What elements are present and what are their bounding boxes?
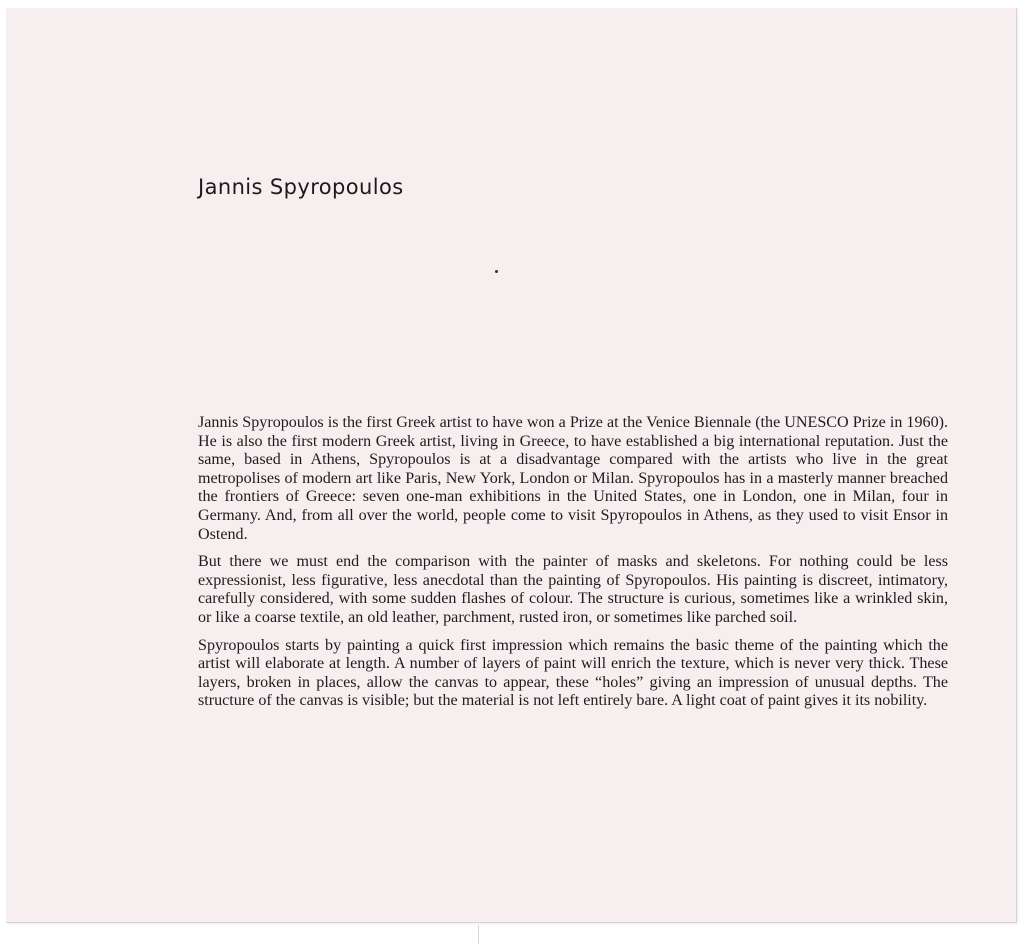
page-title: Jannis Spyropoulos xyxy=(198,175,404,199)
ink-speck xyxy=(495,270,498,273)
paragraph: But there we must end the comparison with the painter of masks and skeletons. For nothing could be less expressionist, less figurative, less anecdotal than the painting of Spyropoulos. His painting is discreet, intimatory, carefully considered, with some sudden flashes of colour. The structure is curious, sometimes like a wrinkled skin, or like a coarse textile, an old leather, parchment, rusted iron, or sometimes like parched soil. xyxy=(198,553,948,626)
fold-mark xyxy=(478,925,479,944)
paragraph: Jannis Spyropoulos is the first Greek artist to have won a Prize at the Venice Biennale (the UNESCO Prize in 1960). He is also the first modern Greek artist, living in Greece, to have established a big international reputation. Just the same, based in Athens, Spyropoulos is at a disadvantage compared with the artists who live in the great metropolises of modern art like Paris, New York, London or Milan. Spyropoulos has in a masterly manner breached the frontiers of Greece: seven one-man exhibitions in the United States, one in London, one in Milan, four in Germany. And, from all over the world, people come to visit Spyropoulos in Athens, as they used to visit Ensor in Ostend. xyxy=(198,414,948,543)
article-body xyxy=(198,414,948,720)
document-page xyxy=(6,8,1017,923)
paragraph: Spyropoulos starts by painting a quick first impression which remains the basic theme of the painting which the artist will elaborate at length. A number of layers of paint will enrich the texture, which is never very thick. These layers, broken in places, allow the canvas to appear, these “holes” giving an impression of unusual depths. The structure of the canvas is visible; but the material is not left entirely bare. A light coat of paint gives it its nobility. xyxy=(198,636,948,710)
